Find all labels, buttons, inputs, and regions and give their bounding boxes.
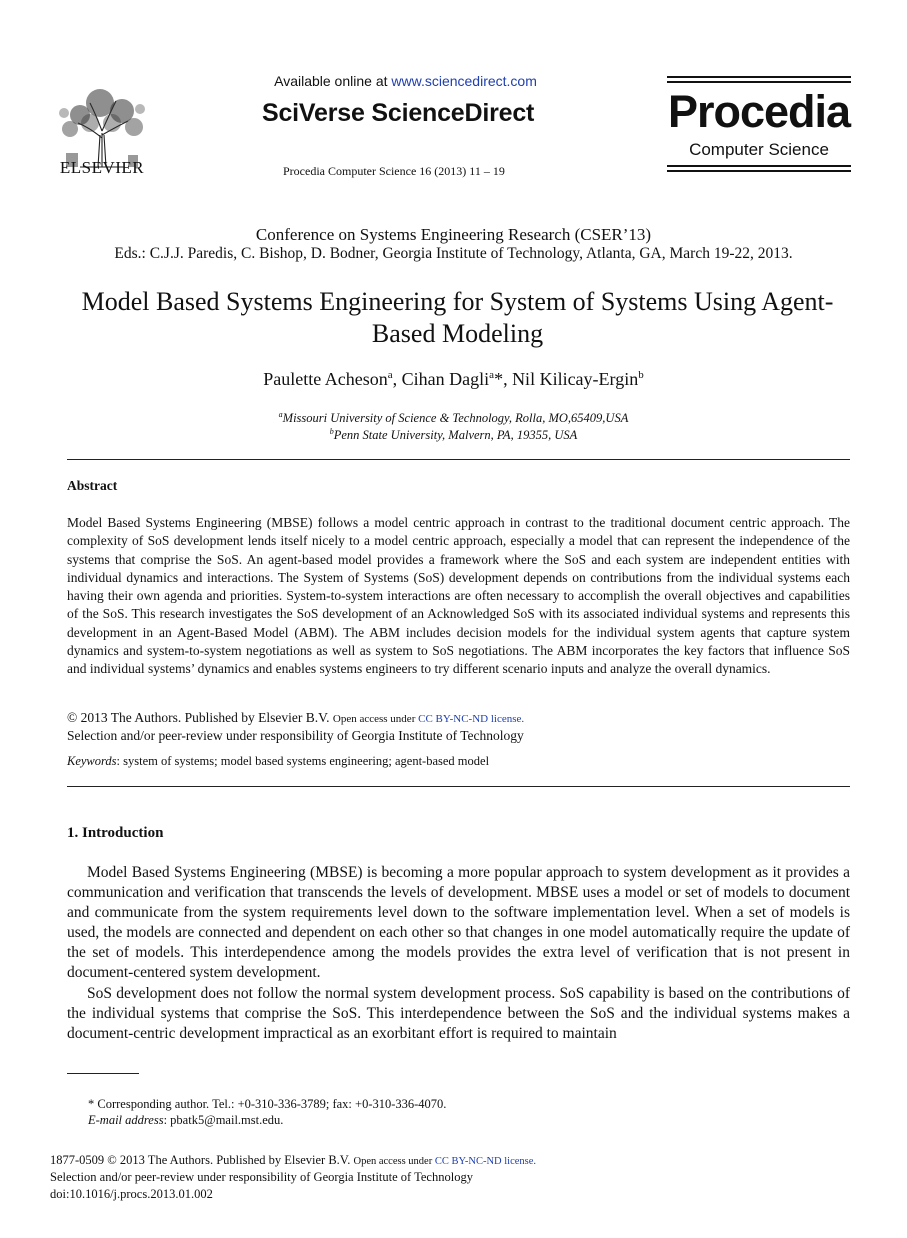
divider [67, 459, 850, 460]
paper-title: Model Based Systems Engineering for System of Systems Using Agent-Based Modeling [81, 287, 834, 348]
sciencedirect-link[interactable]: www.sciencedirect.com [391, 73, 537, 89]
journal-citation: Procedia Computer Science 16 (2013) 11 – 19 [283, 164, 505, 178]
available-online: Available online at www.sciencedirect.com [274, 73, 537, 89]
corresponding-author-note: * Corresponding author. Tel.: +0-310-336-3789; fax: +0-310-336-4070. [88, 1097, 447, 1111]
author-name: Cihan Dagli [401, 369, 490, 389]
journal-logo-subtitle: Computer Science [689, 140, 829, 159]
section-heading: 1. Introduction [67, 825, 164, 841]
affiliation: $^b$Penn State University, Malvern, PA, 19355, USA [329, 427, 578, 443]
copyright-line: © 2013 The Authors. Published by Elsevier B.V. Open access under CC BY-NC-ND license. [67, 710, 525, 725]
conference-title: Conference on Systems Engineering Research (CSER’13) [255, 225, 652, 244]
paragraph: Model Based Systems Engineering (MBSE) is becoming a more popular approach to system development as it provides a communication and verification that transcends the levels of development. MBSE uses a model or set of models to document and communicate from the system requirements level down to the software implementation level. When a set of models is used, the models are connected and dependent on each other so that changes in one model automatically require the update of the set of models. This interdependence among the models provides the extra level of verification that is not present in document-centered system development. [67, 864, 850, 981]
publisher-name: ELSEVIER [59, 158, 145, 177]
peer-review-statement: Selection and/or peer-review under responsibility of Georgia Institute of Technology [67, 728, 524, 743]
license-link[interactable]: CC BY-NC-ND license. [418, 713, 525, 725]
journal-logo-title: Procedia [667, 86, 851, 137]
footer-copyright: 1877-0509 © 2013 The Authors. Published by Elsevier B.V. Open access under CC BY-NC-ND license. [50, 1153, 537, 1167]
footnote-divider [67, 1073, 139, 1074]
platform-name: SciVerse ScienceDirect [262, 99, 535, 127]
paragraph: SoS development does not follow the normal system development process. SoS capability is based on the contributions of the individual systems that comprise the SoS. This interdependence between the SoS and the individual systems makes a document-centric development impractical as an exorbitant effort is required to maintain [67, 985, 850, 1042]
author-name: Nil Kilicay-Ergin [512, 369, 639, 389]
journal-logo [667, 76, 851, 174]
footer-review: Selection and/or peer-review under responsibility of Georgia Institute of Technology [50, 1170, 473, 1184]
affiliation: $^a$Missouri University of Science & Technology, Rolla, MO,65409,USA [278, 410, 629, 426]
abstract-body: Model Based Systems Engineering (MBSE) follows a model centric approach in contrast to the traditional document centric approach. The complexity of SoS development lends itself nicely to a model centric approach, especially a model that can represent the independence of the systems that comprise the SoS. An agent-based model provides a framework where the SoS and each system are independent entities with individual dynamics and interactions. The System of Systems (SoS) development depends on contributions from the individual systems each having their own agenda and priorities. System-to-system interactions are often necessary to accomplish the overall objectives and capabilities of the SoS. This research investigates the SoS development of an Acknowledged SoS with its associated individual systems and represents this development in an Agent-Based Model (ABM). The ABM includes decision models for the individual system agents that capture system dynamics and system-to-system negotiations as well as system to SoS negotiations. The ABM incorporates the key factors that influence SoS and individual systems’ dynamics and enables systems engineers to try different scenario inputs and analyze the overall dynamics. [67, 515, 850, 677]
author-name: Paulette Acheson [263, 369, 388, 389]
divider [67, 786, 850, 787]
footer-license-link[interactable]: CC BY-NC-ND license. [434, 1156, 537, 1167]
email-note: E-mail address: pbatk5@mail.mst.edu. [88, 1113, 284, 1127]
author-list: Paulette Acheson$^a$, Cihan Dagli$^a$*, Nil Kilicay-Ergin$^b$ [263, 369, 644, 389]
abstract-heading: Abstract [67, 478, 118, 493]
footer-doi: doi:10.1016/j.procs.2013.01.002 [50, 1187, 213, 1201]
keywords: Keywords: system of systems; model based systems engineering; agent-based model [67, 754, 490, 768]
conference-editors: Eds.: C.J.J. Paredis, C. Bishop, D. Bodner, Georgia Institute of Technology, Atlanta, GA, March 19-22, 2013. [114, 245, 793, 262]
